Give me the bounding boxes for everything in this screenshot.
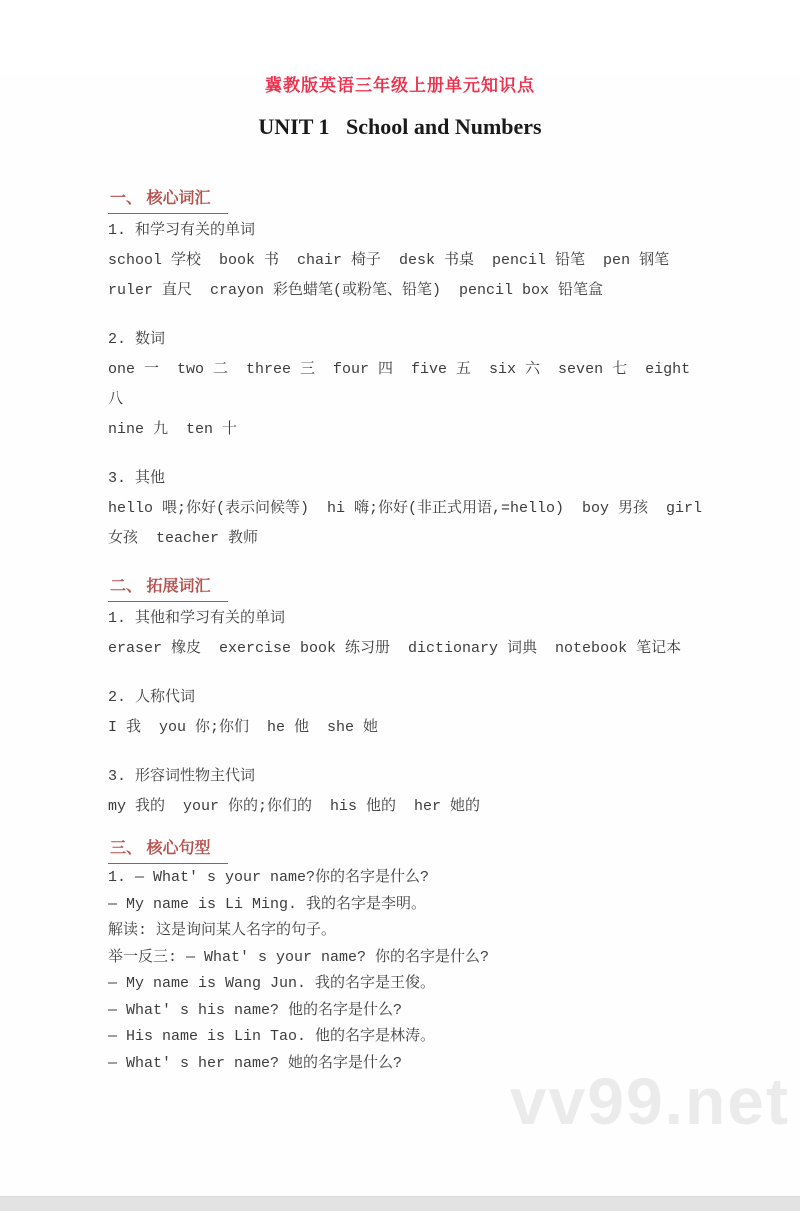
sentence-line: 1. — What' s your name?你的名字是什么? — [108, 869, 430, 886]
vocab-label: 2. 数词 — [108, 331, 166, 348]
vocab-line: nine 九 ten 十 — [108, 421, 238, 438]
section-core-sentences — [108, 838, 708, 1077]
vocab-label: 1. 和学习有关的单词 — [108, 222, 256, 239]
vocab-block — [108, 464, 708, 554]
vocab-line: ruler 直尺 crayon 彩色蜡笔(或粉笔、铅笔) pencil box 铅笔盒 — [108, 282, 604, 299]
vocab-block — [108, 216, 708, 306]
document-content — [108, 188, 708, 1077]
section-extended-vocabulary — [108, 576, 708, 822]
vocab-block — [108, 762, 708, 822]
document-page — [0, 74, 800, 1211]
vocab-line: one 一 two 二 three 三 four 四 five 五 six 六 seven 七 eight 八 — [108, 361, 700, 408]
header-title: 冀教版英语三年级上册单元知识点 — [265, 76, 535, 95]
sentence-line: — My name is Li Ming. 我的名字是李明。 — [108, 895, 427, 913]
vocab-label: 2. 人称代词 — [108, 689, 196, 706]
vocab-block — [108, 325, 708, 445]
section-heading — [108, 188, 708, 214]
vocab-line: school 学校 book 书 chair 椅子 desk 书桌 pencil 铅笔 pen 钢笔 — [108, 252, 670, 269]
section-heading — [108, 838, 708, 864]
unit-title: UNIT 1 School and Numbers — [258, 114, 542, 139]
sentence-line: — My name is Wang Jun. 我的名字是王俊。 — [108, 975, 436, 992]
section-core-vocabulary — [108, 188, 708, 554]
vocab-block — [108, 604, 708, 664]
section-heading-text: 二、 拓展词汇 — [108, 576, 228, 602]
vocab-label: 3. 形容词性物主代词 — [108, 768, 256, 785]
vocab-line: hello 喂;你好(表示问候等) hi 嗨;你好(非正式用语,=hello) boy 男孩 girl — [108, 500, 703, 517]
bottom-bar — [0, 1196, 800, 1211]
vocab-label: 3. 其他 — [108, 470, 166, 487]
sentence-block — [108, 865, 708, 1077]
section-heading-text: 三、 核心句型 — [108, 838, 228, 864]
vocab-block — [108, 683, 708, 743]
vocab-line: I 我 you 你;你们 he 他 she 她 — [108, 719, 379, 736]
watermark: vv99.net — [509, 1064, 790, 1138]
sentence-line: — His name is Lin Tao. 他的名字是林涛。 — [108, 1028, 436, 1045]
sentence-line: 解读: 这是询问某人名字的句子。 — [108, 922, 337, 939]
vocab-line: eraser 橡皮 exercise book 练习册 dictionary 词典 notebook 笔记本 — [108, 640, 682, 657]
section-heading — [108, 576, 708, 602]
vocab-line: my 我的 your 你的;你们的 his 他的 her 她的 — [108, 798, 481, 815]
vocab-label: 1. 其他和学习有关的单词 — [108, 610, 286, 627]
vocab-line: 女孩 teacher 教师 — [108, 530, 259, 547]
sentence-line: 举一反三: — What' s your name? 你的名字是什么? — [108, 948, 490, 966]
sentence-line: — What' s her name? 她的名字是什么? — [108, 1054, 403, 1072]
section-heading-text: 一、 核心词汇 — [108, 188, 228, 214]
sentence-line: — What' s his name? 他的名字是什么? — [108, 1001, 403, 1019]
